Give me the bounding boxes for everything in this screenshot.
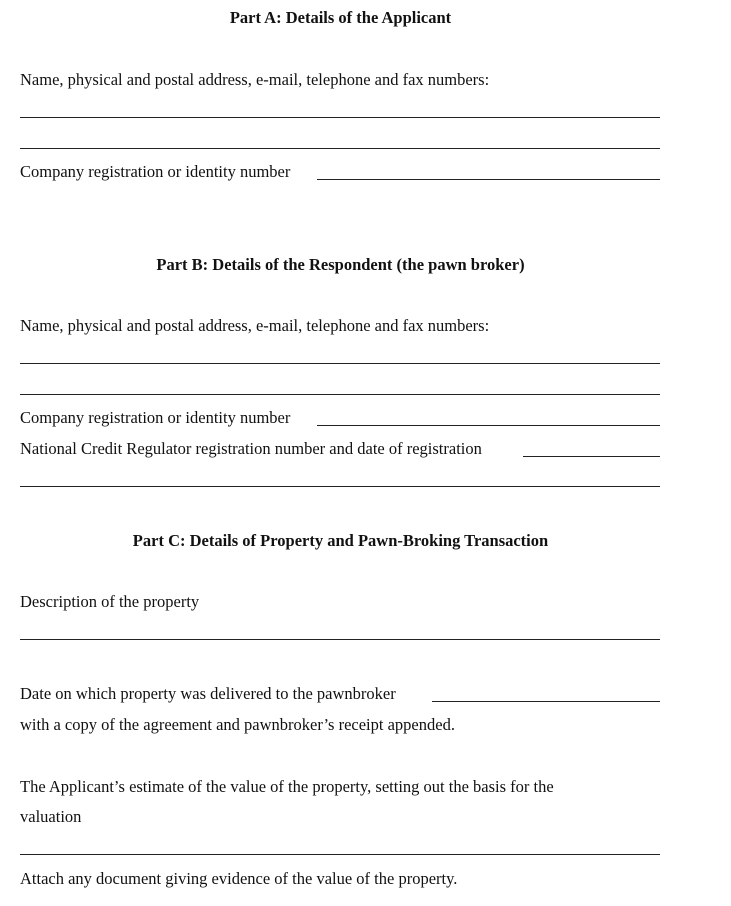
part-b-ncr-label: National Credit Regulator registration number and date of registration — [20, 439, 482, 458]
part-a-contact-label: Name, physical and postal address, e-mail, telephone and fax numbers: — [20, 70, 490, 89]
part-b-ncr-field[interactable] — [523, 456, 660, 457]
part-c-estimate-label-line1: The Applicant’s estimate of the value of the property, setting out the basis for the — [20, 777, 554, 796]
part-c-description-field[interactable] — [20, 639, 660, 640]
part-a-contact-line-2[interactable] — [20, 148, 660, 149]
part-a-contact-line-1[interactable] — [20, 117, 660, 118]
part-b-contact-line-2[interactable] — [20, 394, 660, 395]
part-c-description-label: Description of the property — [20, 592, 200, 611]
part-c-estimate-field[interactable] — [20, 854, 660, 855]
part-b-contact-line-1[interactable] — [20, 363, 660, 364]
part-c-attach-note: Attach any document giving evidence of the value of the property. — [20, 869, 458, 888]
part-a-company-label: Company registration or identity number — [20, 162, 291, 181]
part-c-heading: Part C: Details of Property and Pawn-Broking Transaction — [132, 531, 549, 550]
part-b-contact-label: Name, physical and postal address, e-mail, telephone and fax numbers: — [20, 316, 490, 335]
part-b-heading: Part B: Details of the Respondent (the pawn broker) — [156, 255, 525, 274]
part-a-heading: Part A: Details of the Applicant — [229, 8, 452, 27]
part-c-date-note: with a copy of the agreement and pawnbroker’s receipt appended. — [20, 715, 455, 734]
part-b-company-label: Company registration or identity number — [20, 408, 291, 427]
part-c-estimate-label-line2: valuation — [20, 807, 82, 826]
part-c-date-field[interactable] — [432, 701, 660, 702]
part-b-company-field[interactable] — [317, 425, 660, 426]
part-b-ncr-line-2[interactable] — [20, 486, 660, 487]
part-a-company-field[interactable] — [317, 179, 660, 180]
part-c-date-label: Date on which property was delivered to the pawnbroker — [20, 684, 396, 703]
